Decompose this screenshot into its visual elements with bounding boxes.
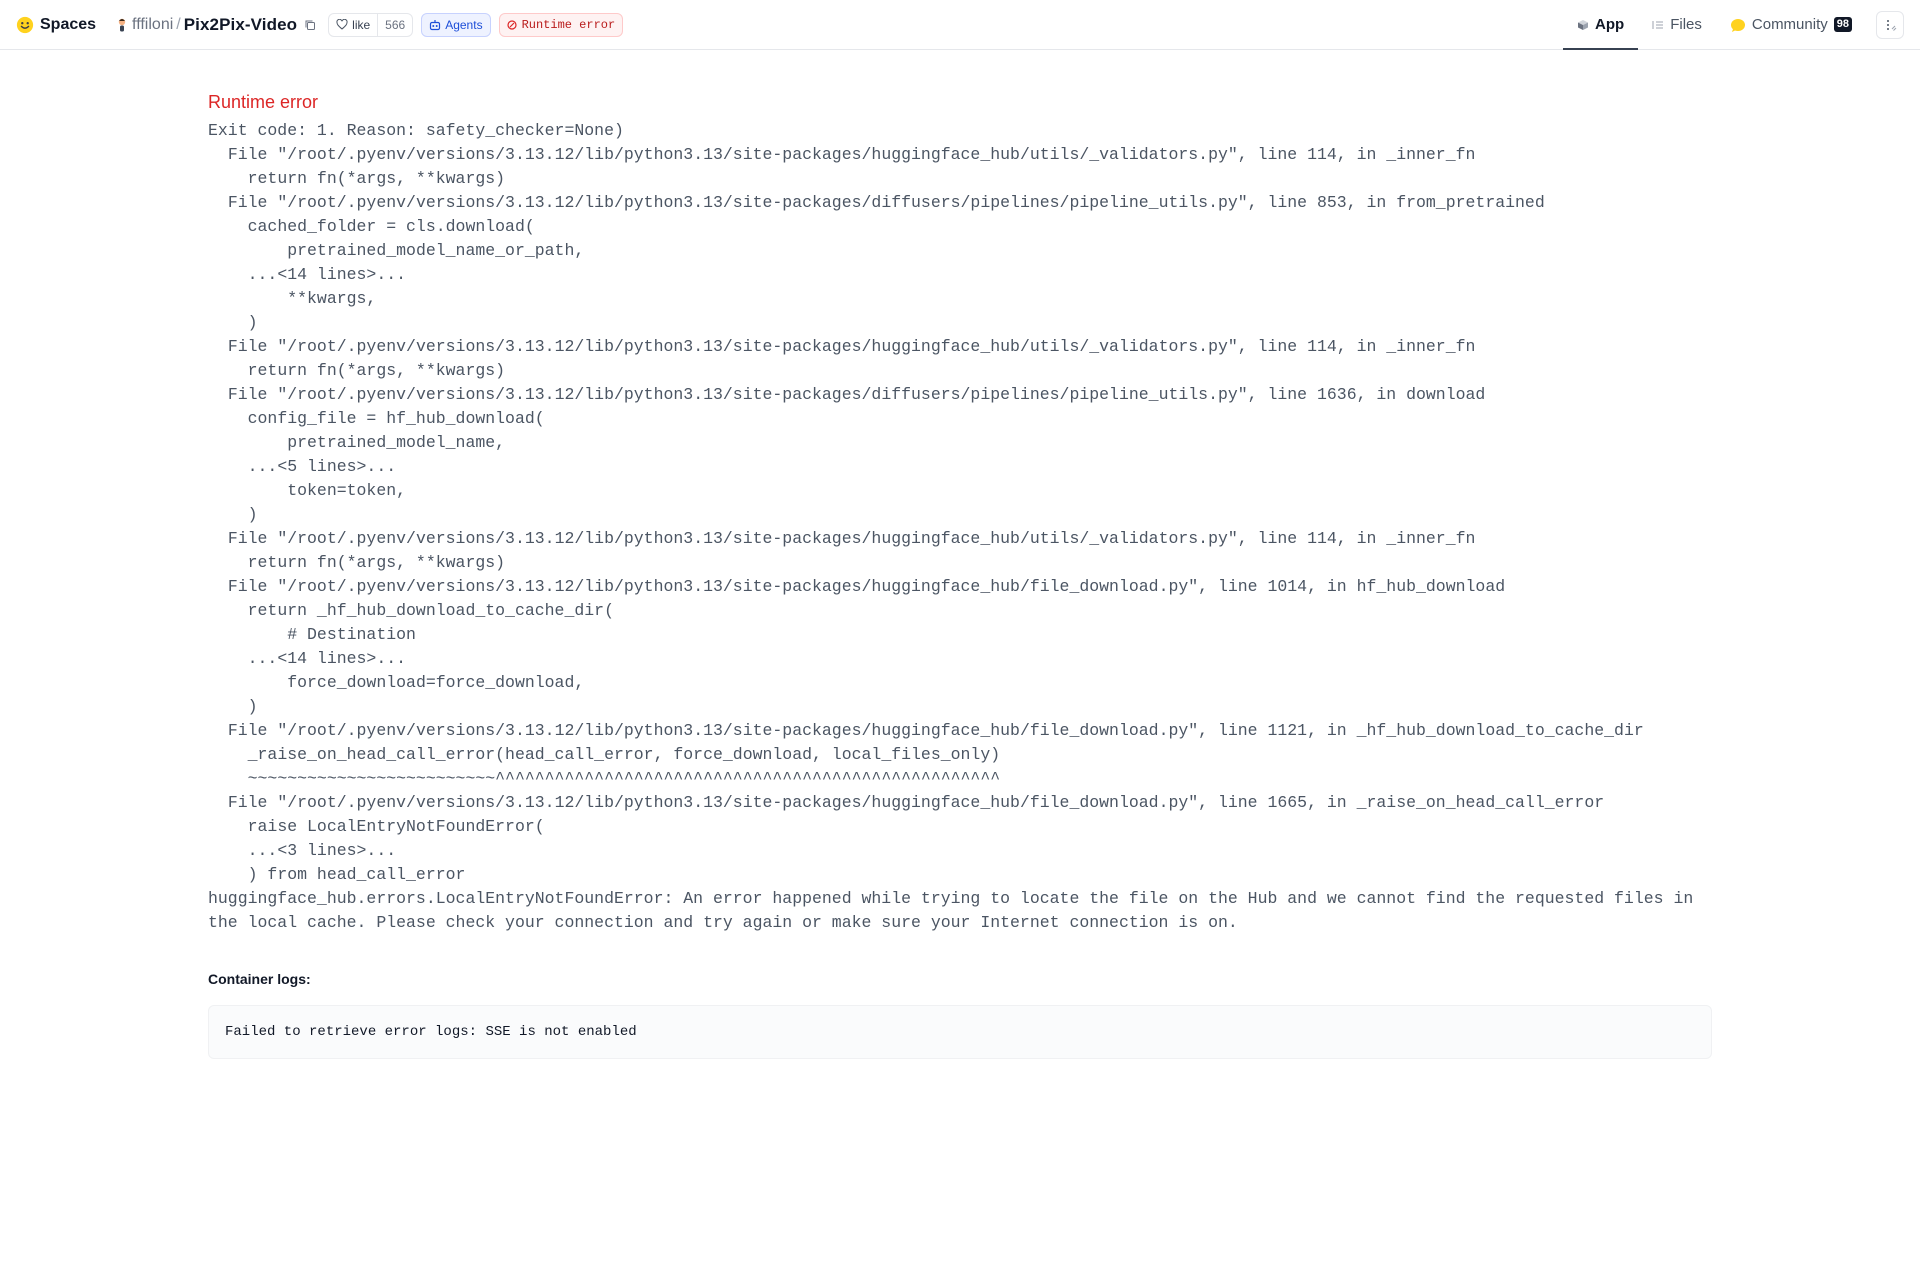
tab-app[interactable] <box>1563 0 1638 49</box>
agents-button[interactable] <box>421 13 490 37</box>
community-count-badge: 98 <box>1834 17 1852 32</box>
robot-icon <box>429 19 441 31</box>
huggingface-logo-icon <box>16 16 34 34</box>
repo-name-link[interactable]: Pix2Pix-Video <box>183 14 298 34</box>
community-icon <box>1730 18 1746 32</box>
tab-files[interactable] <box>1638 0 1716 49</box>
runtime-status-label: Runtime error <box>521 17 616 32</box>
error-traceback: Exit code: 1. Reason: safety_checker=None) File "/root/.pyenv/versions/3.13.12/lib/python3.13/site-packages/huggingface_hub/utils/_validators.py", line 114, in _inner_fn return fn(*args, **kwargs) File "/root/.pyenv/versions/3.13.12/lib/python3.13/site-packages/diffusers/pipelines/pipeline_utils.py", line 853, in from_pretrained cached_folder = cls.download( pretrained_model_name_or_path, ...<14 lines>... **kwargs, ) File "/root/.pyenv/versions/3.13.12/lib/python3.13/site-packages/huggingface_hub/utils/_validators.py", line 114, in _inner_fn return fn(*args, **kwargs) File "/root/.pyenv/versions/3.13.12/lib/python3.13/site-packages/diffusers/pipelines/pipeline_utils.py", line 1636, in download config_file = hf_hub_download( pretrained_model_name, ...<5 lines>... token=token, ) File "/root/.pyenv/versions/3.13.12/lib/python3.13/site-packages/huggingface_hub/utils/_validators.py", line 114, in _inner_fn return fn(*args, **kwargs) File "/root/.pyenv/versions/3.13.12/lib/python3.13/site-packages/huggingface_hub/file_download.py", line 1014, in hf_hub_download return _hf_hub_download_to_cache_dir( # Destination ...<14 lines>... force_download=force_download, ) File "/root/.pyenv/versions/3.13.12/lib/python3.13/site-packages/huggingface_hub/file_download.py", line 1121, in _hf_hub_download_to_cache_dir _raise_on_head_call_error(head_call_error, force_download, local_files_only) ~~~~~~~~~~~~~~~~~~~~~~~~~^^^^^^^^^^^^^^^^^^^^^^^^^^^^^^^^^^^^^^^^^^^^^^^^^^^ File "/root/.pyenv/versions/3.13.12/lib/python3.13/site-packages/huggingface_hub/file_download.py", line 1665, in _raise_on_head_call_error raise LocalEntryNotFoundError( ...<3 lines>... ) from head_call_error huggingface_hub.errors.LocalEntryNotFoundError: An error happened while trying to locate the file on the Hub and we cannot find the requested files in the local cache. Please check your connection and try again or make sure your Internet connection is on. <box>208 121 1694 932</box>
owner-link[interactable]: fffiloni <box>132 15 174 33</box>
tab-files-label: Files <box>1670 16 1702 33</box>
copy-repo-name-button[interactable] <box>304 18 318 32</box>
spaces-label: Spaces <box>40 15 97 33</box>
error-content <box>208 92 1712 1059</box>
header-left <box>16 0 631 49</box>
spaces-home-link[interactable] <box>16 16 96 34</box>
copy-icon <box>304 19 316 31</box>
more-vertical-icon <box>1883 18 1897 32</box>
more-options-button[interactable] <box>1876 11 1904 39</box>
files-icon <box>1652 19 1664 31</box>
error-circle-icon <box>507 20 517 30</box>
top-navbar <box>0 0 1920 50</box>
cube-icon <box>1577 19 1589 31</box>
header-right <box>1563 0 1904 49</box>
agents-label: Agents <box>445 17 483 32</box>
like-count[interactable]: 566 <box>377 14 412 36</box>
like-button[interactable] <box>328 13 413 37</box>
container-logs-heading: Container logs: <box>208 971 311 987</box>
path-separator: / <box>176 15 181 33</box>
error-title: Runtime error <box>208 92 319 112</box>
like-button-main[interactable] <box>329 14 377 36</box>
tab-community-label: Community <box>1751 16 1828 33</box>
tab-app-label: App <box>1595 16 1625 33</box>
runtime-status-badge[interactable] <box>499 13 624 37</box>
like-label: like <box>352 17 371 32</box>
owner-avatar-icon <box>116 17 128 33</box>
heart-icon <box>336 19 348 30</box>
tab-community[interactable] <box>1716 0 1866 49</box>
container-logs-text: Failed to retrieve error logs: SSE is not enabled <box>225 1024 637 1040</box>
container-logs-box <box>208 1005 1712 1059</box>
